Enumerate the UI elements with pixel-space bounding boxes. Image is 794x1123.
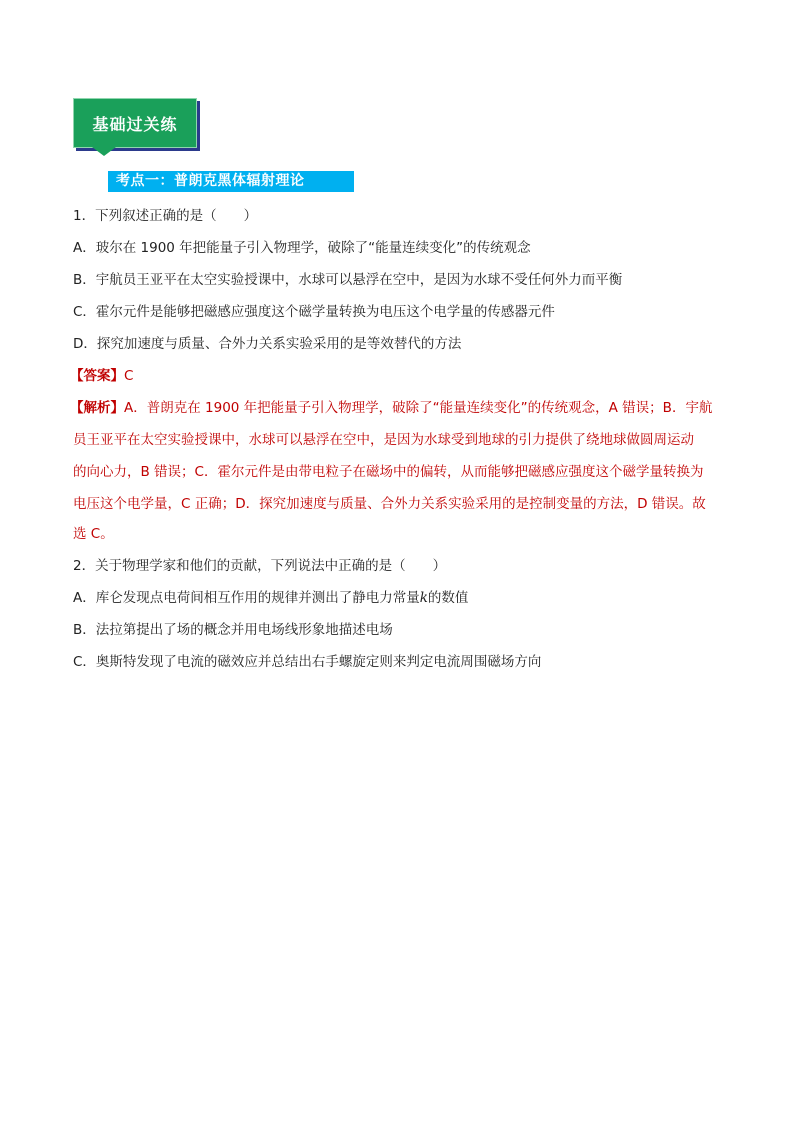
analysis-tag: 【解析】: [70, 400, 124, 416]
q1-analysis-line-4: 电压这个电学量，C 正确；D．探究加速度与质量、合外力关系实验采用的是控制变量的方法，D 错误。故: [73, 496, 706, 512]
q1-analysis-line-5: 选 C。: [73, 526, 114, 542]
q2-stem: 2．关于物理学家和他们的贡献，下列说法中正确的是（ ）: [73, 558, 447, 574]
answer-value: C: [124, 368, 134, 384]
q2-option-c: C．奥斯特发现了电流的磁效应并总结出右手螺旋定则来判定电流周围磁场方向: [73, 654, 542, 670]
q1-option-c: C．霍尔元件是能够把磁感应强度这个磁学量转换为电压这个电学量的传感器元件: [73, 304, 555, 320]
q1-analysis-line-1: [70, 398, 712, 418]
badge-label: 基础过关练: [92, 114, 178, 134]
q1-analysis-line-3: 的向心力，B 错误；C．霍尔元件是由带电粒子在磁场中的偏转，从而能够把磁感应强度这个磁学量转换为: [73, 464, 704, 480]
section-title: 考点一：普朗克黑体辐射理论: [108, 171, 354, 192]
badge-tail: [92, 147, 116, 156]
q2-option-a-variable: k: [419, 590, 428, 606]
q1-option-b: B．宇航员王亚平在太空实验授课中，水球可以悬浮在空中，是因为水球不受任何外力而平衡: [73, 272, 623, 288]
q2-option-a-text: A．库仑发现点电荷间相互作用的规律并测出了静电力常量: [73, 590, 420, 606]
answer-tag: 【答案】: [70, 368, 124, 384]
q1-answer: [70, 366, 133, 386]
analysis-text: A．普朗克在 1900 年把能量子引入物理学，破除了“能量连续变化”的传统观念，A 错误；B．宇航: [124, 400, 713, 416]
section-badge: [73, 98, 197, 148]
q1-analysis-line-2: 员王亚平在太空实验授课中，水球可以悬浮在空中，是因为水球受到地球的引力提供了绕地球做圆周运动: [73, 432, 694, 448]
q1-option-a: A．玻尔在 1900 年把能量子引入物理学，破除了“能量连续变化”的传统观念: [73, 240, 531, 256]
q1-stem: 1．下列叙述正确的是（ ）: [73, 208, 258, 224]
q1-option-d: D．探究加速度与质量、合外力关系实验采用的是等效替代的方法: [73, 336, 462, 352]
q2-option-a: [73, 588, 468, 608]
q2-option-a-suffix: 的数值: [427, 590, 469, 606]
q2-option-b: B．法拉第提出了场的概念并用电场线形象地描述电场: [73, 622, 393, 638]
